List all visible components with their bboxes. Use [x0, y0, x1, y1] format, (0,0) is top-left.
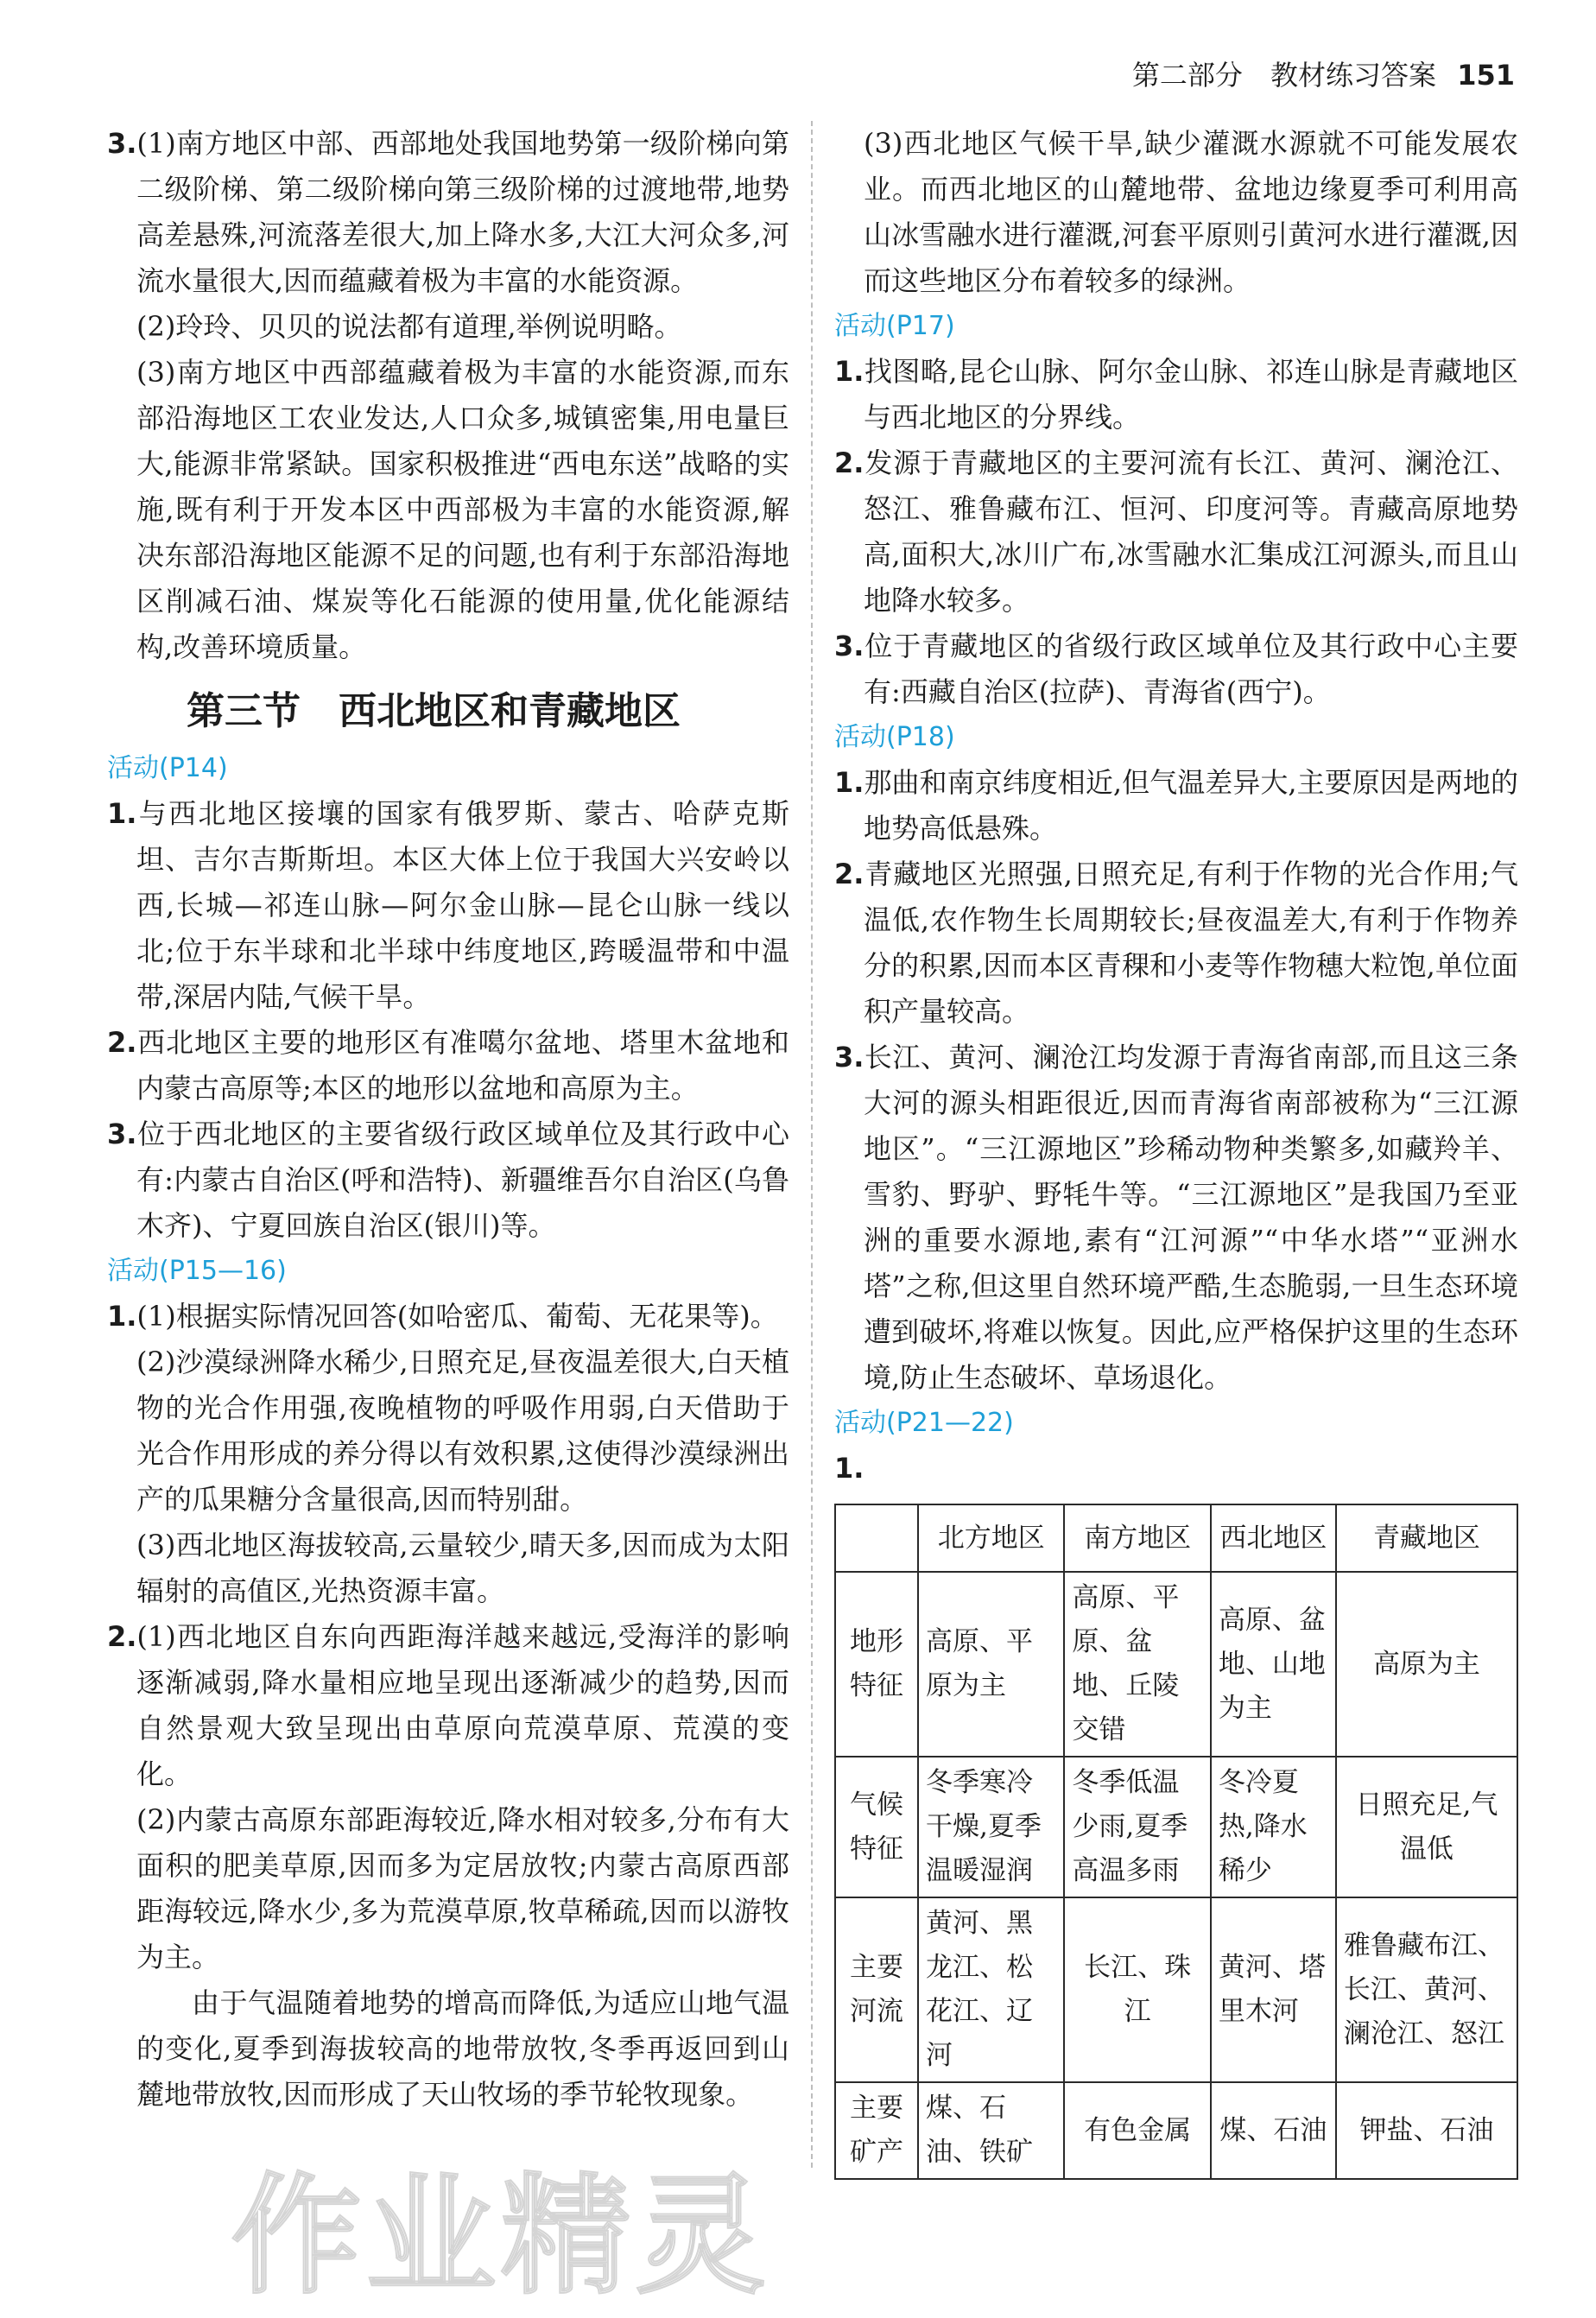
p18-answer-1	[834, 760, 1518, 852]
left-column	[107, 121, 789, 2118]
table-cell: 黄河、塔里木河	[1211, 1897, 1336, 2082]
answer-text: 青藏地区光照强,日照充足,有利于作物的光合作用;气温低,农作物生长周期较长;昼夜温差大,有利于作物养分的积累,因而本区青稞和小麦等作物穗大粒饱,单位面积产量较高。	[864, 858, 1518, 1028]
table-row	[835, 1572, 1517, 1757]
activity-p14-label: 活动(P14)	[107, 753, 228, 783]
table-cell: 煤、石油、铁矿	[918, 2082, 1064, 2179]
answer-text: 长江、黄河、澜沧江均发源于青海省南部,而且这三条大河的源头相距很近,因而青海省南部被称为“三江源地区”。“三江源地区”珍稀动物种类繁多,如藏羚羊、雪豹、野驴、野牦牛等。“三江源地区”是我国乃至亚洲的重要水源地,素有“江河源”“中华水塔”“亚洲水塔”之称,但这里自然环境严酷,生态脆弱,一旦生态环境遭到破坏,将难以恢复。因此,应严格保护这里的生态环境,防止生态破坏、草场退化。	[864, 1041, 1518, 1394]
table-cell: 高原、平原为主	[918, 1572, 1064, 1757]
answer-3-part-2: (2)玲玲、贝贝的说法都有道理,举例说明略。	[136, 310, 682, 343]
p15-answer-1-part-1	[107, 1294, 789, 1340]
table-cell: 高原、盆地、山地为主	[1211, 1572, 1336, 1757]
table-header-cell: 南方地区	[1064, 1504, 1210, 1572]
activity-p15-label: 活动(P15—16)	[107, 1256, 287, 1286]
table-header-cell: 西北地区	[1211, 1504, 1336, 1572]
table-header-cell: 青藏地区	[1336, 1504, 1517, 1572]
p17-answer-2	[834, 440, 1518, 624]
answer-text: (1)西北地区自东向西距海洋越来越远,受海洋的影响逐渐减弱,降水量相应地呈现出逐渐减少的趋势,因而自然景观大致呈现出由草原向荒漠草原、荒漠的变化。	[136, 1620, 789, 1790]
table-cell: 长江、珠江	[1064, 1897, 1210, 2082]
table-header-cell: 北方地区	[918, 1504, 1064, 1572]
answer-text: (1)南方地区中部、西部地处我国地势第一级阶梯向第二级阶梯、第二级阶梯向第三级阶梯的过渡地带,地势高差悬殊,河流落差很大,加上降水多,大江大河众多,河流水量很大,因而蕴藏着极为丰富的水能资源。	[136, 127, 789, 297]
p21-answer-1-number: 1.	[834, 1452, 864, 1485]
p18-answer-3	[834, 1035, 1518, 1401]
header-section: 第二部分	[1131, 59, 1243, 92]
answer-number: 1.	[834, 355, 864, 388]
answer-text: 位于西北地区的主要省级行政区域单位及其行政中心有:内蒙古自治区(呼和浩特)、新疆维吾尔自治区(乌鲁木齐)、宁夏回族自治区(银川)等。	[136, 1118, 789, 1242]
table-cell: 冬冷夏热,降水稀少	[1211, 1757, 1336, 1897]
answer-text: 与西北地区接壤的国家有俄罗斯、蒙古、哈萨克斯坦、吉尔吉斯斯坦。本区大体上位于我国大兴安岭以西,长城—祁连山脉—阿尔金山脉—昆仑山脉一线以北;位于东半球和北半球中纬度地区,跨暖温带和中温带,深居内陆,气候干旱。	[136, 797, 789, 1013]
table-cell: 钾盐、石油	[1336, 2082, 1517, 2179]
header-book-title: 教材练习答案	[1270, 59, 1437, 92]
answer-text: 位于青藏地区的省级行政区域单位及其行政中心主要有:西藏自治区(拉萨)、青海省(西宁)。	[864, 630, 1518, 708]
region-comparison-table	[834, 1504, 1518, 2180]
answer-text: 发源于青藏地区的主要河流有长江、黄河、澜沧江、怒江、雅鲁藏布江、恒河、印度河等。青藏高原地势高,面积大,冰川广布,冰雪融水汇集成江河源头,而且山地降水较多。	[864, 446, 1518, 617]
answer-number: 2.	[834, 446, 864, 479]
table-row	[835, 1897, 1517, 2082]
row-label: 地形特征	[835, 1572, 918, 1757]
answer-3-part-1	[107, 121, 789, 304]
column-divider	[811, 121, 813, 2168]
table-cell: 高原为主	[1336, 1572, 1517, 1757]
table-cell: 冬季低温少雨,夏季高温多雨	[1064, 1757, 1210, 1897]
watermark: 作业精灵	[231, 2162, 771, 2312]
table-header-row	[835, 1504, 1517, 1572]
p15-answer-2-part-1	[107, 1614, 789, 1797]
table-cell: 冬季寒冷干燥,夏季温暖湿润	[918, 1757, 1064, 1897]
page-number: 151	[1457, 59, 1515, 92]
table-cell: 黄河、黑龙江、松花江、辽河	[918, 1897, 1064, 2082]
answer-number: 1.	[834, 766, 864, 799]
row-label: 气候特征	[835, 1757, 918, 1897]
p17-answer-1	[834, 349, 1518, 440]
answer-3-part-3: (3)南方地区中西部蕴藏着极为丰富的水能资源,而东部沿海地区工农业发达,人口众多,城镇密集,用电量巨大,能源非常紧缺。国家积极推进“西电东送”战略的实施,既有利于开发本区中西部极为丰富的水能资源,解决东部沿海地区能源不足的问题,也有利于东部沿海地区削减石油、煤炭等化石能源的使用量,优化能源结构,改善环境质量。	[136, 356, 789, 663]
table-cell: 日照充足,气温低	[1336, 1757, 1517, 1897]
answer-number: 1.	[107, 797, 137, 830]
p15-answer-2-paragraph: 由于气温随着地势的增高而降低,为适应山地气温的变化,夏季到海拔较高的地带放牧,冬季再返回到山麓地带放牧,因而形成了天山牧场的季节轮牧现象。	[136, 1986, 789, 2111]
p15-answer-1-part-2: (2)沙漠绿洲降水稀少,日照充足,昼夜温差很大,白天植物的光合作用强,夜晚植物的呼吸作用弱,白天借助于光合作用形成的养分得以有效积累,这使得沙漠绿洲出产的瓜果糖分含量很高,因而特别甜。	[136, 1346, 789, 1516]
p18-answer-2	[834, 852, 1518, 1035]
p15-answer-2-part-3: (3)西北地区气候干旱,缺少灌溉水源就不可能发展农业。而西北地区的山麓地带、盆地边缘夏季可利用高山冰雪融水进行灌溉,河套平原则引黄河水进行灌溉,因而这些地区分布着较多的绿洲。	[864, 127, 1518, 297]
table-row	[835, 1757, 1517, 1897]
section-title: 第三节 西北地区和青藏地区	[187, 689, 681, 733]
table-cell: 雅鲁藏布江、长江、黄河、澜沧江、怒江	[1336, 1897, 1517, 2082]
answer-number: 3.	[834, 630, 864, 662]
activity-p21-label: 活动(P21—22)	[834, 1408, 1014, 1438]
answer-number: 3.	[107, 1118, 137, 1150]
answer-text: 西北地区主要的地形区有准噶尔盆地、塔里木盆地和内蒙古高原等;本区的地形以盆地和高原为主。	[136, 1026, 789, 1105]
answer-text: 找图略,昆仑山脉、阿尔金山脉、祁连山脉是青藏地区与西北地区的分界线。	[864, 355, 1518, 434]
table-cell: 高原、平原、盆地、丘陵交错	[1064, 1572, 1210, 1757]
answer-number: 3.	[834, 1041, 864, 1074]
right-column	[834, 121, 1518, 2180]
p15-answer-1-part-3: (3)西北地区海拔较高,云量较少,晴天多,因而成为太阳辐射的高值区,光热资源丰富。	[136, 1529, 789, 1607]
answer-number: 2.	[107, 1026, 137, 1059]
table-row	[835, 2082, 1517, 2179]
answer-number: 1.	[107, 1300, 137, 1333]
answer-text: (1)根据实际情况回答(如哈密瓜、葡萄、无花果等)。	[136, 1300, 778, 1333]
answer-number: 3.	[107, 127, 137, 160]
p14-answer-2	[107, 1020, 789, 1112]
table-header-cell	[835, 1504, 918, 1572]
table-cell: 煤、石油	[1211, 2082, 1336, 2179]
table-cell: 有色金属	[1064, 2082, 1210, 2179]
page-header	[1132, 54, 1515, 93]
row-label: 主要河流	[835, 1897, 918, 2082]
activity-p17-label: 活动(P17)	[834, 311, 955, 341]
p15-answer-2-part-2: (2)内蒙古高原东部距海较近,降水相对较多,分布有大面积的肥美草原,因而多为定居放牧;内蒙古高原西部距海较远,降水少,多为荒漠草原,牧草稀疏,因而以游牧为主。	[136, 1803, 789, 1973]
answer-number: 2.	[834, 858, 864, 890]
answer-text: 那曲和南京纬度相近,但气温差异大,主要原因是两地的地势高低悬殊。	[864, 766, 1518, 845]
row-label: 主要矿产	[835, 2082, 918, 2179]
p14-answer-1	[107, 791, 789, 1020]
activity-p18-label: 活动(P18)	[834, 722, 955, 752]
answer-number: 2.	[107, 1620, 137, 1653]
p14-answer-3	[107, 1112, 789, 1249]
p17-answer-3	[834, 624, 1518, 715]
